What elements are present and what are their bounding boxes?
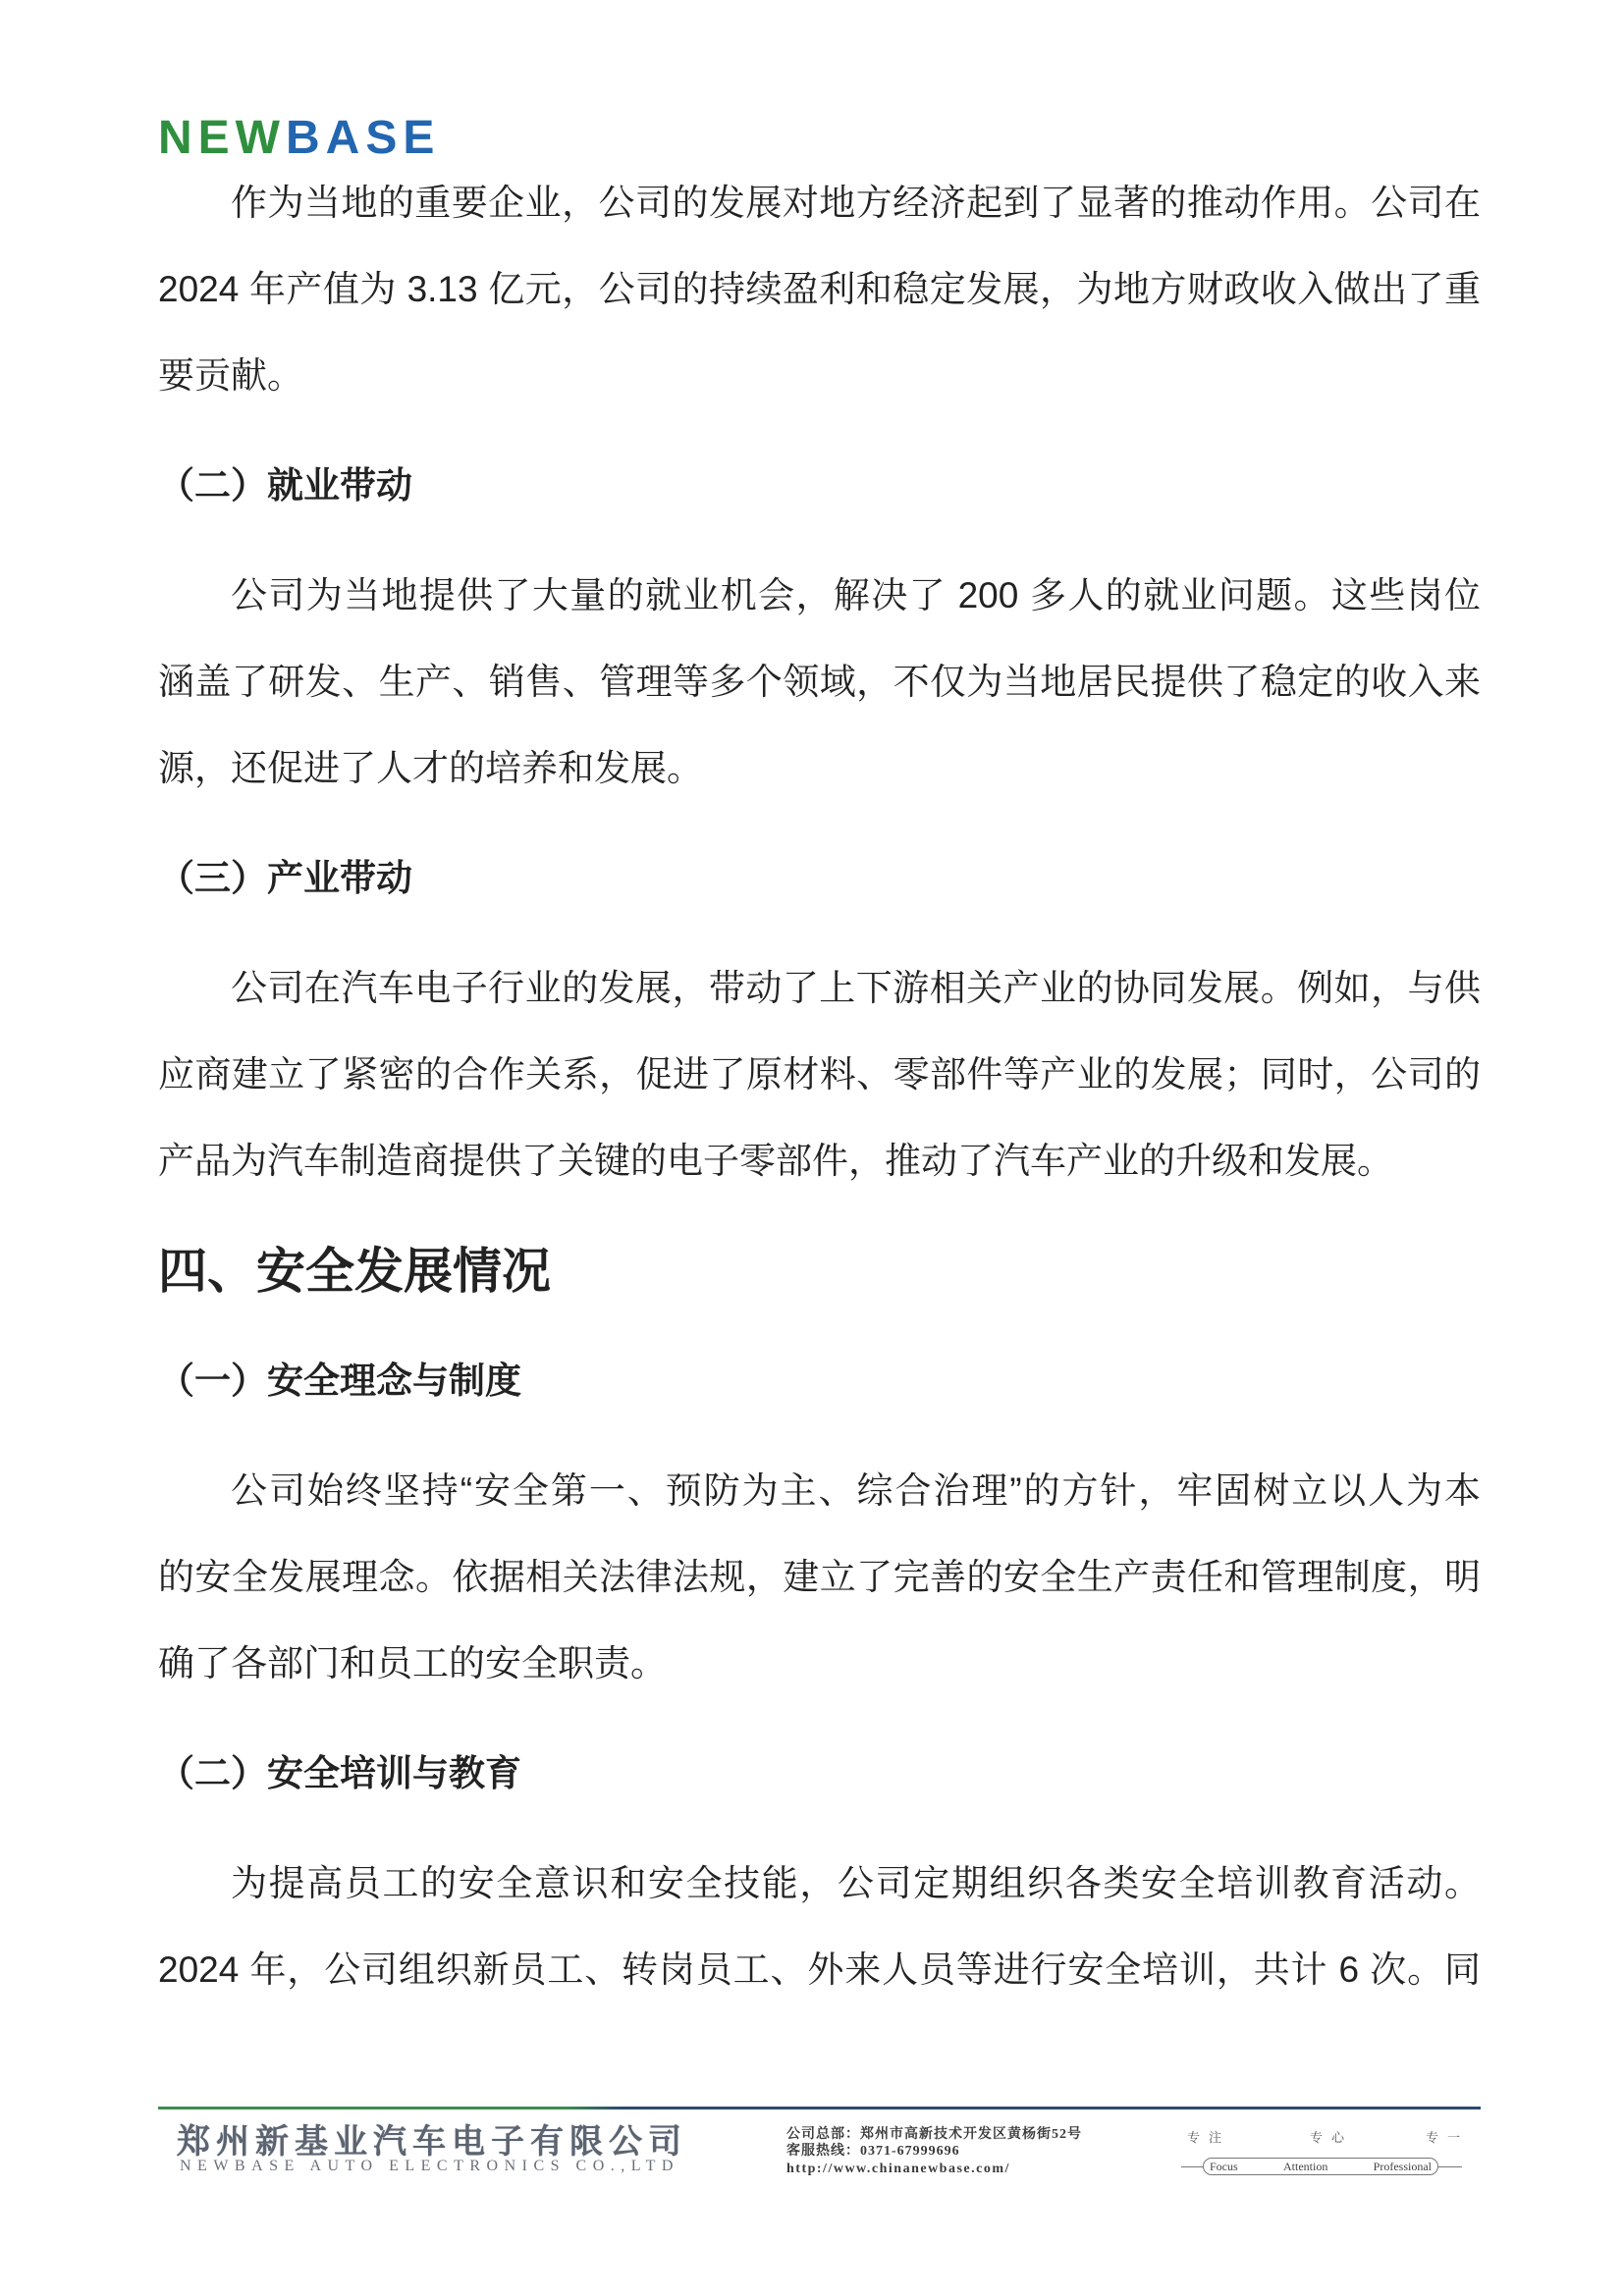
footer-motto-en-badge bbox=[1203, 2158, 1438, 2175]
paragraph-line: 公司在汽车电子行业的发展，带动了上下游相关产业的协同发展。例如，与供 bbox=[231, 968, 1481, 1008]
section-heading-employment: （二）就业带动 bbox=[158, 465, 412, 506]
footer-motto-en: Focus bbox=[1210, 2160, 1238, 2173]
paragraph-line: 的安全发展理念。依据相关法律法规，建立了完善的安全生产责任和管理制度，明 bbox=[158, 1557, 1481, 1597]
paragraph-line: 应商建立了紧密的合作关系，促进了原材料、零部件等产业的发展；同时，公司的 bbox=[158, 1054, 1481, 1095]
footer-divider bbox=[158, 2107, 1481, 2109]
section-heading-industry: （三）产业带动 bbox=[158, 858, 412, 898]
paragraph-industry bbox=[158, 945, 1481, 1204]
paragraph-safety-training bbox=[158, 1841, 1481, 2013]
footer-motto-en: Professional bbox=[1373, 2160, 1432, 2173]
paragraph-line: 为提高员工的安全意识和安全技能，公司定期组织各类安全培训教育活动。 bbox=[231, 1863, 1481, 1903]
logo-part-blue: BASE bbox=[285, 112, 441, 164]
footer-website: http://www.chinanewbase.com/ bbox=[786, 2162, 1010, 2176]
paragraph-line: 公司始终坚持“安全第一、预防为主、综合治理”的方针，牢固树立以人为本 bbox=[231, 1470, 1481, 1511]
paragraph-line: 2024 年，公司组织新员工、转岗员工、外来人员等进行安全培训，共计 6 次。同 bbox=[158, 1949, 1481, 1990]
footer-company-name-en: NEWBASE AUTO ELECTRONICS CO.,LTD bbox=[180, 2158, 679, 2174]
section-heading-safety-training: （二）安全培训与教育 bbox=[158, 1753, 521, 1793]
paragraph-line: 涵盖了研发、生产、销售、管理等多个领域，不仅为当地居民提供了稳定的收入来 bbox=[158, 662, 1481, 702]
footer-motto-cn: 专心 bbox=[1310, 2131, 1354, 2146]
paragraph-line: 产品为汽车制造商提供了关键的电子零部件，推动了汽车产业的升级和发展。 bbox=[158, 1141, 1393, 1181]
paragraph-safety-concept bbox=[158, 1448, 1481, 1707]
footer-hotline: 客服热线：0371-67999696 bbox=[786, 2144, 960, 2159]
footer-motto-en: Attention bbox=[1283, 2160, 1328, 2173]
paragraph-line: 源，还促进了人才的培养和发展。 bbox=[158, 748, 703, 788]
paragraph-economic-contribution bbox=[158, 160, 1481, 419]
logo-part-green: NEW bbox=[158, 112, 286, 164]
paragraph-line: 要贡献。 bbox=[158, 355, 303, 396]
document-body bbox=[158, 160, 1481, 2013]
paragraph-line: 作为当地的重要企业，公司的发展对地方经济起到了显著的推动作用。公司在 bbox=[231, 183, 1481, 223]
paragraph-line: 公司为当地提供了大量的就业机会，解决了 200 多人的就业问题。这些岗位 bbox=[231, 575, 1481, 615]
paragraph-line: 2024 年产值为 3.13 亿元，公司的持续盈利和稳定发展，为地方财政收入做出了重 bbox=[158, 269, 1481, 309]
footer-motto-cn: 专一 bbox=[1426, 2131, 1470, 2146]
footer-motto-cn: 专注 bbox=[1187, 2131, 1231, 2146]
newbase-logo bbox=[158, 112, 441, 164]
chapter-heading-safety: 四、安全发展情况 bbox=[158, 1244, 551, 1299]
footer-company-name-cn: 郑州新基业汽车电子有限公司 bbox=[177, 2122, 687, 2162]
footer-address: 公司总部：郑州市高新技术开发区黄杨街52号 bbox=[786, 2127, 1082, 2142]
paragraph-line: 确了各部门和员工的安全职责。 bbox=[158, 1643, 667, 1683]
section-heading-safety-concept: （一）安全理念与制度 bbox=[158, 1361, 521, 1401]
paragraph-employment bbox=[158, 553, 1481, 812]
